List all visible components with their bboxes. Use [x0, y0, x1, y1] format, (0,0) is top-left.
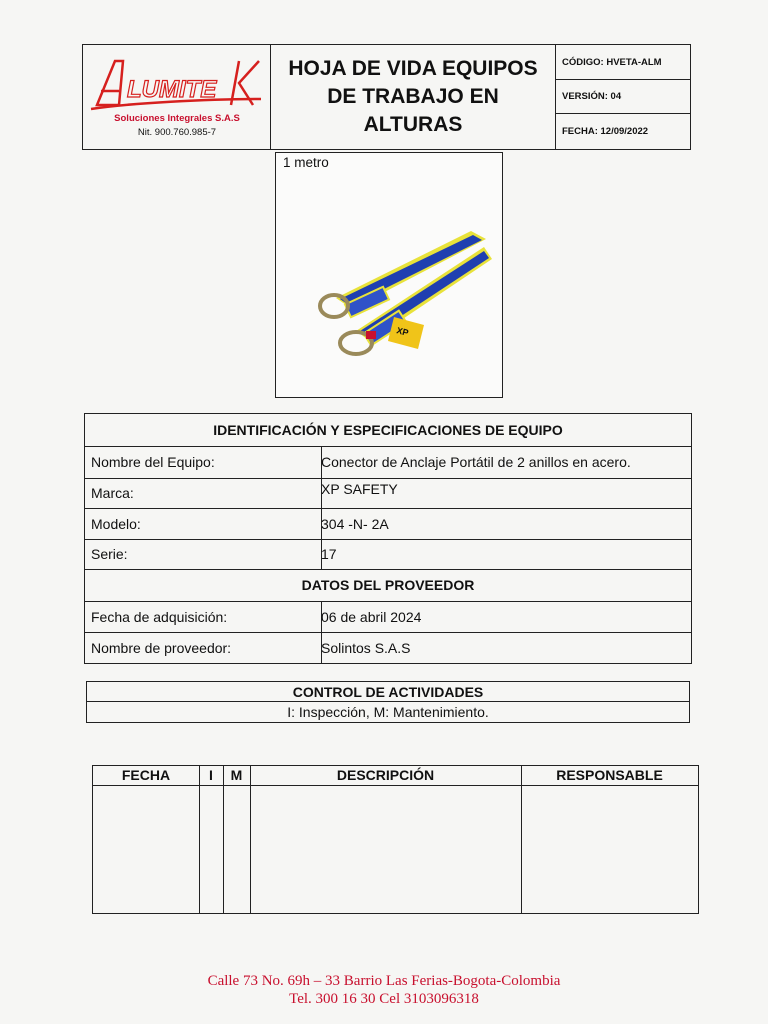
spec-row-marca: [85, 478, 691, 509]
column-divider: [199, 766, 200, 913]
logo-wordmark: LUMITE: [127, 76, 217, 103]
provider-heading: DATOS DEL PROVEEDOR: [85, 569, 691, 602]
provider-row-nombre: [85, 632, 691, 663]
codigo-field: CÓDIGO: HVETA-ALM: [556, 45, 690, 80]
fecha-field: FECHA: 12/09/2022: [562, 126, 649, 137]
col-header-i: I: [199, 766, 223, 786]
control-heading: CONTROL DE ACTIVIDADES: [87, 682, 689, 702]
footer-phone: Tel. 300 16 30 Cel 3103096318: [289, 991, 479, 1007]
footer-address: Calle 73 No. 69h – 33 Barrio Las Ferias-Bogota-Colombia: [207, 973, 561, 989]
anchor-strap-image: [296, 213, 496, 363]
activity-control-box: [86, 681, 690, 723]
company-nit: Nit. 900.760.985-7: [137, 127, 217, 138]
spec-value: Solintos S.A.S: [321, 639, 411, 656]
column-divider: [521, 766, 522, 913]
document-title: [271, 45, 556, 149]
control-legend: I: Inspección, M: Mantenimiento.: [287, 704, 489, 720]
col-header-fecha: FECHA: [93, 766, 199, 786]
col-header-m: M: [223, 766, 250, 786]
spec-value: Conector de Anclaje Portátil de 2 anillos en acero.: [321, 454, 631, 470]
activity-log-table: [92, 765, 699, 914]
photo-caption: 1 metro: [283, 155, 329, 170]
spec-value: XP SAFETY: [321, 481, 398, 497]
specifications-table: [84, 413, 692, 664]
spec-label: Fecha de adquisición:: [85, 601, 322, 632]
spec-row-serie: [85, 539, 691, 570]
column-divider: [250, 766, 251, 913]
spec-row-nombre: [85, 446, 691, 479]
col-header-responsable: RESPONSABLE: [521, 766, 698, 786]
company-subtitle: Soluciones Integrales S.A.S: [114, 113, 240, 124]
alumitek-logo: [89, 55, 265, 113]
title-line-3: ALTURAS: [363, 113, 463, 136]
spec-heading: IDENTIFICACIÓN Y ESPECIFICACIONES DE EQUIPO: [85, 414, 691, 447]
provider-row-fecha: [85, 601, 691, 633]
document-header: [82, 44, 691, 150]
spec-label: Nombre del Equipo:: [85, 446, 322, 478]
column-divider: [223, 766, 224, 913]
spec-label: Nombre de proveedor:: [85, 632, 322, 663]
spec-label: Serie:: [85, 539, 322, 569]
strap-tag-label: XP: [395, 325, 410, 339]
title-line-1: HOJA DE VIDA EQUIPOS: [288, 57, 538, 80]
logo-cell: [83, 45, 271, 149]
spec-label: Modelo:: [85, 508, 322, 539]
version-field: VERSIÓN: 04: [556, 80, 690, 114]
spec-label: Marca:: [85, 478, 322, 508]
title-line-2: DE TRABAJO EN: [327, 85, 499, 108]
equipment-photo-box: [275, 152, 503, 398]
spec-row-modelo: [85, 508, 691, 540]
spec-value: 304 -N- 2A: [321, 515, 389, 532]
col-header-descripcion: DESCRIPCIÓN: [250, 766, 521, 786]
spec-value: 06 de abril 2024: [321, 608, 422, 625]
spec-value: 17: [321, 546, 337, 562]
